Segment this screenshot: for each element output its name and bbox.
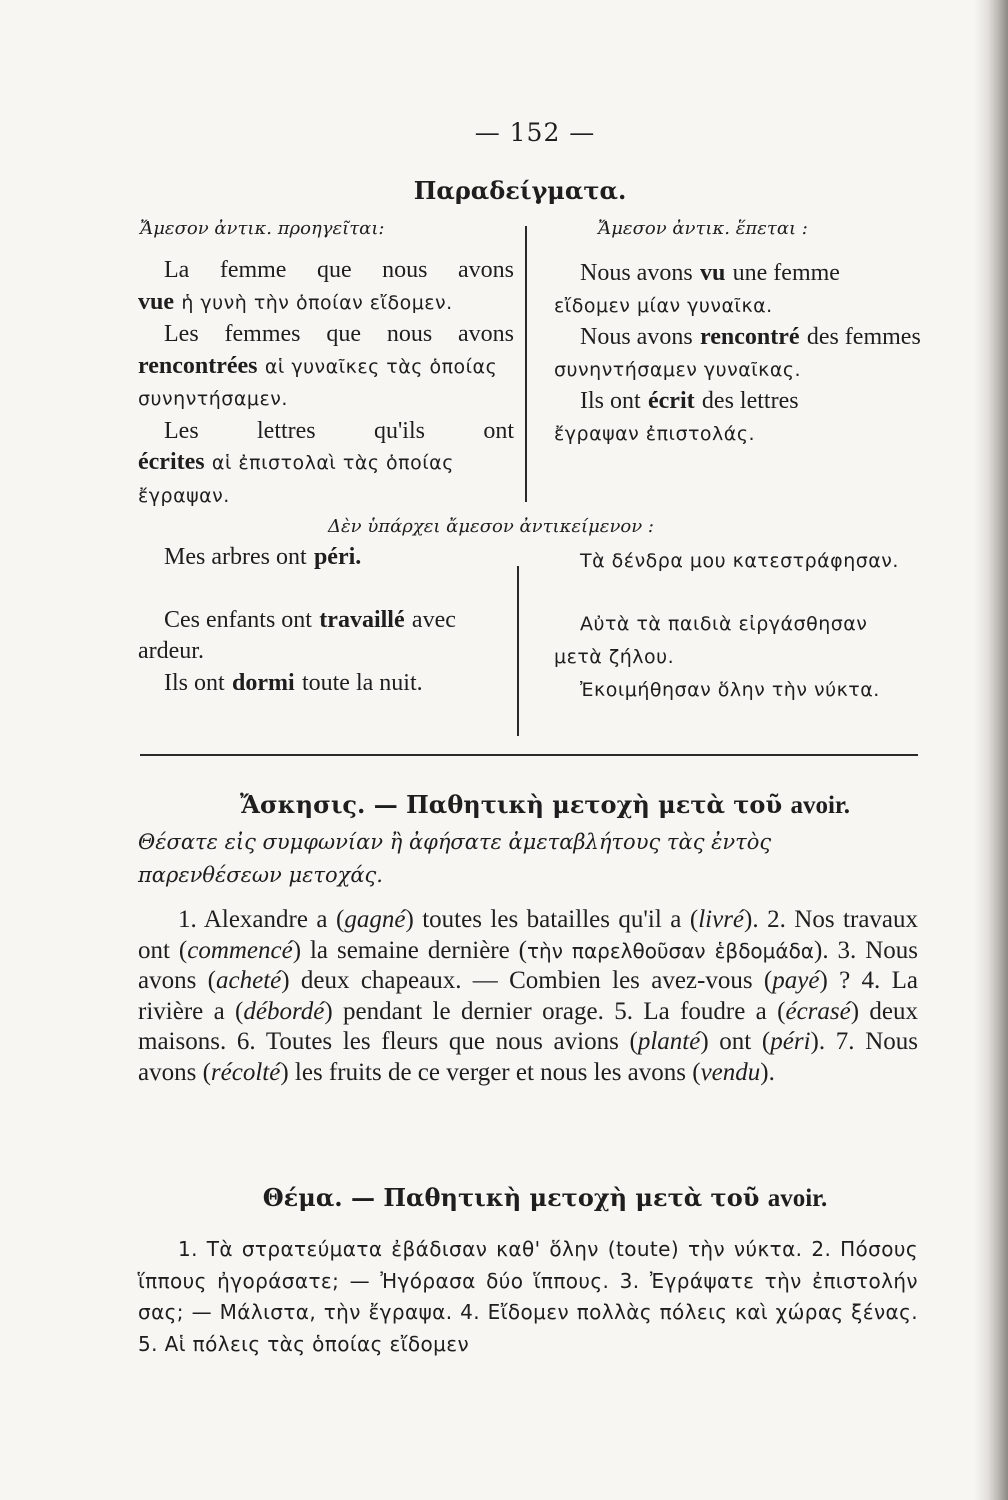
exercise-fragment: ) toutes les batailles qu'il a ( (405, 906, 699, 933)
exercise-fragment: ). (760, 1058, 775, 1086)
participle: planté (637, 1028, 701, 1055)
greek-gloss: τὴν παρελθοῦσαν ἑβδομάδα (526, 938, 814, 963)
exercise-fragment: ) deux maisons. 6. Toutes les fleurs que nous avions ( (138, 997, 918, 1055)
exercise-heading: Ἄσκησις. — Παθητικὴ μετοχὴ μετὰ τοῦ avoir. (240, 790, 850, 819)
section-rule (140, 754, 918, 756)
participle: écrasé (785, 997, 851, 1025)
participle: acheté (216, 967, 282, 994)
exercise-fragment: ). 2. Nos travaux ont ( (138, 906, 919, 964)
exercise-instruction: Θέσατε εἰς συμφωνίαν ἢ ἀφήσατε ἀμεταβλήτους τὰς ἐντὸς παρενθέσεων μετοχάς. (138, 830, 772, 887)
participle: commencé (187, 936, 293, 964)
example-line: Ces enfants ont travaillé avec ardeur. (138, 606, 456, 664)
left-column-subtitle: Ἄμεσον ἀντικ. προηγεῖται: (140, 218, 385, 239)
exercise-fragment: ) deux chapeaux. — Combien les avez-vous ( (281, 967, 773, 994)
participle: payé (772, 967, 820, 994)
example-line: Nous avons rencontré des femmes (580, 324, 921, 350)
column-divider-top (525, 226, 527, 502)
participle: gagné (344, 906, 406, 933)
example-line: Les femmes que nous avons (164, 321, 514, 347)
right-column-subtitle: Ἄμεσον ἀντικ. ἕπεται : (598, 218, 808, 239)
exercise-fragment: ) ? 4. La rivière a ( (138, 967, 918, 1025)
example-line: Nous avons vu une femme (580, 260, 840, 286)
example-line: ἔγραψαν ἐπιστολάς. (554, 422, 756, 445)
example-line: écrites αἱ ἐπιστολαὶ τὰς ὁποίας ἔγραψαν. (138, 449, 454, 507)
exercise-fragment: ) la semaine dernière ( (292, 936, 527, 964)
theme-heading: Θέμα. — Παθητικὴ μετοχὴ μετὰ τοῦ avoir. (262, 1183, 828, 1212)
example-line: εἴδομεν μίαν γυναῖκα. (554, 294, 773, 317)
example-line: συνηντήσαμεν γυναῖκας. (554, 358, 802, 381)
examples-heading: Παραδείγματα. (413, 176, 627, 205)
theme-text: 1. Τὰ στρατεύματα ἐβάδισαν καθ' ὅλην (toute) τὴν νύκτα. 2. Πόσους ἵππους ἠγοράσατε; — Ἠγόρασα δύο ἵππους. 3. Ἐγράψατε τὴν ἐπιστολήν σας; — Μάλιστα, τὴν ἔγραψα. 4. Εἴδομεν πολλὰς πόλεις καὶ χώρας ξένας. 5. Αἱ πόλεις τὰς ὁποίας εἴδομεν (138, 1237, 918, 1356)
right-examples-2 (554, 544, 920, 706)
example-line: Ἐκοιμήθησαν ὅλην τὴν νύκτα. (580, 679, 880, 701)
participle: récolté (210, 1058, 281, 1086)
column-divider-bottom (517, 566, 519, 736)
example-line: vue ἡ γυνὴ τὴν ὁποίαν εἴδομεν. (138, 288, 453, 315)
example-line: Ils ont écrit des lettres (580, 388, 799, 414)
right-examples (554, 258, 922, 450)
exercise-fragment: ) les fruits de ce verger et nous les avons ( (280, 1058, 701, 1086)
example-line: Les lettres qu'ils ont (164, 417, 514, 444)
exercise-fragment: ) pendant le dernier orage. 5. La foudre a ( (324, 997, 786, 1025)
participle: vendu (700, 1058, 761, 1086)
example-line: Τὰ δένδρα μου κατεστράφησαν. (580, 550, 899, 572)
exercise-text (138, 905, 918, 1088)
left-examples-2 (138, 542, 508, 699)
participle: débordé (243, 997, 325, 1025)
example-line: Αὐτὰ τὰ παιδιὰ εἰργάσθησαν μετὰ ζήλου. (554, 613, 868, 668)
exercise-fragment: ) ont ( (700, 1028, 771, 1055)
exercise-fragment: ). 7. Nous avons ( (138, 1028, 919, 1086)
example-line: Ils ont dormi toute la nuit. (164, 669, 423, 696)
exercise-fragment: ). 3. Nous avons ( (138, 936, 918, 994)
left-examples (138, 255, 514, 512)
page-number: — 152 — (474, 118, 596, 147)
participle: livré (698, 906, 745, 933)
middle-subtitle: Δὲν ὑπάρχει ἄμεσον ἀντικείμενον : (328, 516, 654, 537)
exercise-fragment: 1. Alexandre a ( (178, 906, 345, 933)
example-line: Mes arbres ont péri. (164, 544, 362, 570)
page-edge-shadow (974, 0, 1008, 1500)
example-line: rencontrées αἱ γυναῖκες τὰς ὁποίας συνηντήσαμεν. (138, 352, 498, 410)
example-line: La femme que nous avons (164, 257, 514, 283)
participle: péri (770, 1028, 811, 1055)
